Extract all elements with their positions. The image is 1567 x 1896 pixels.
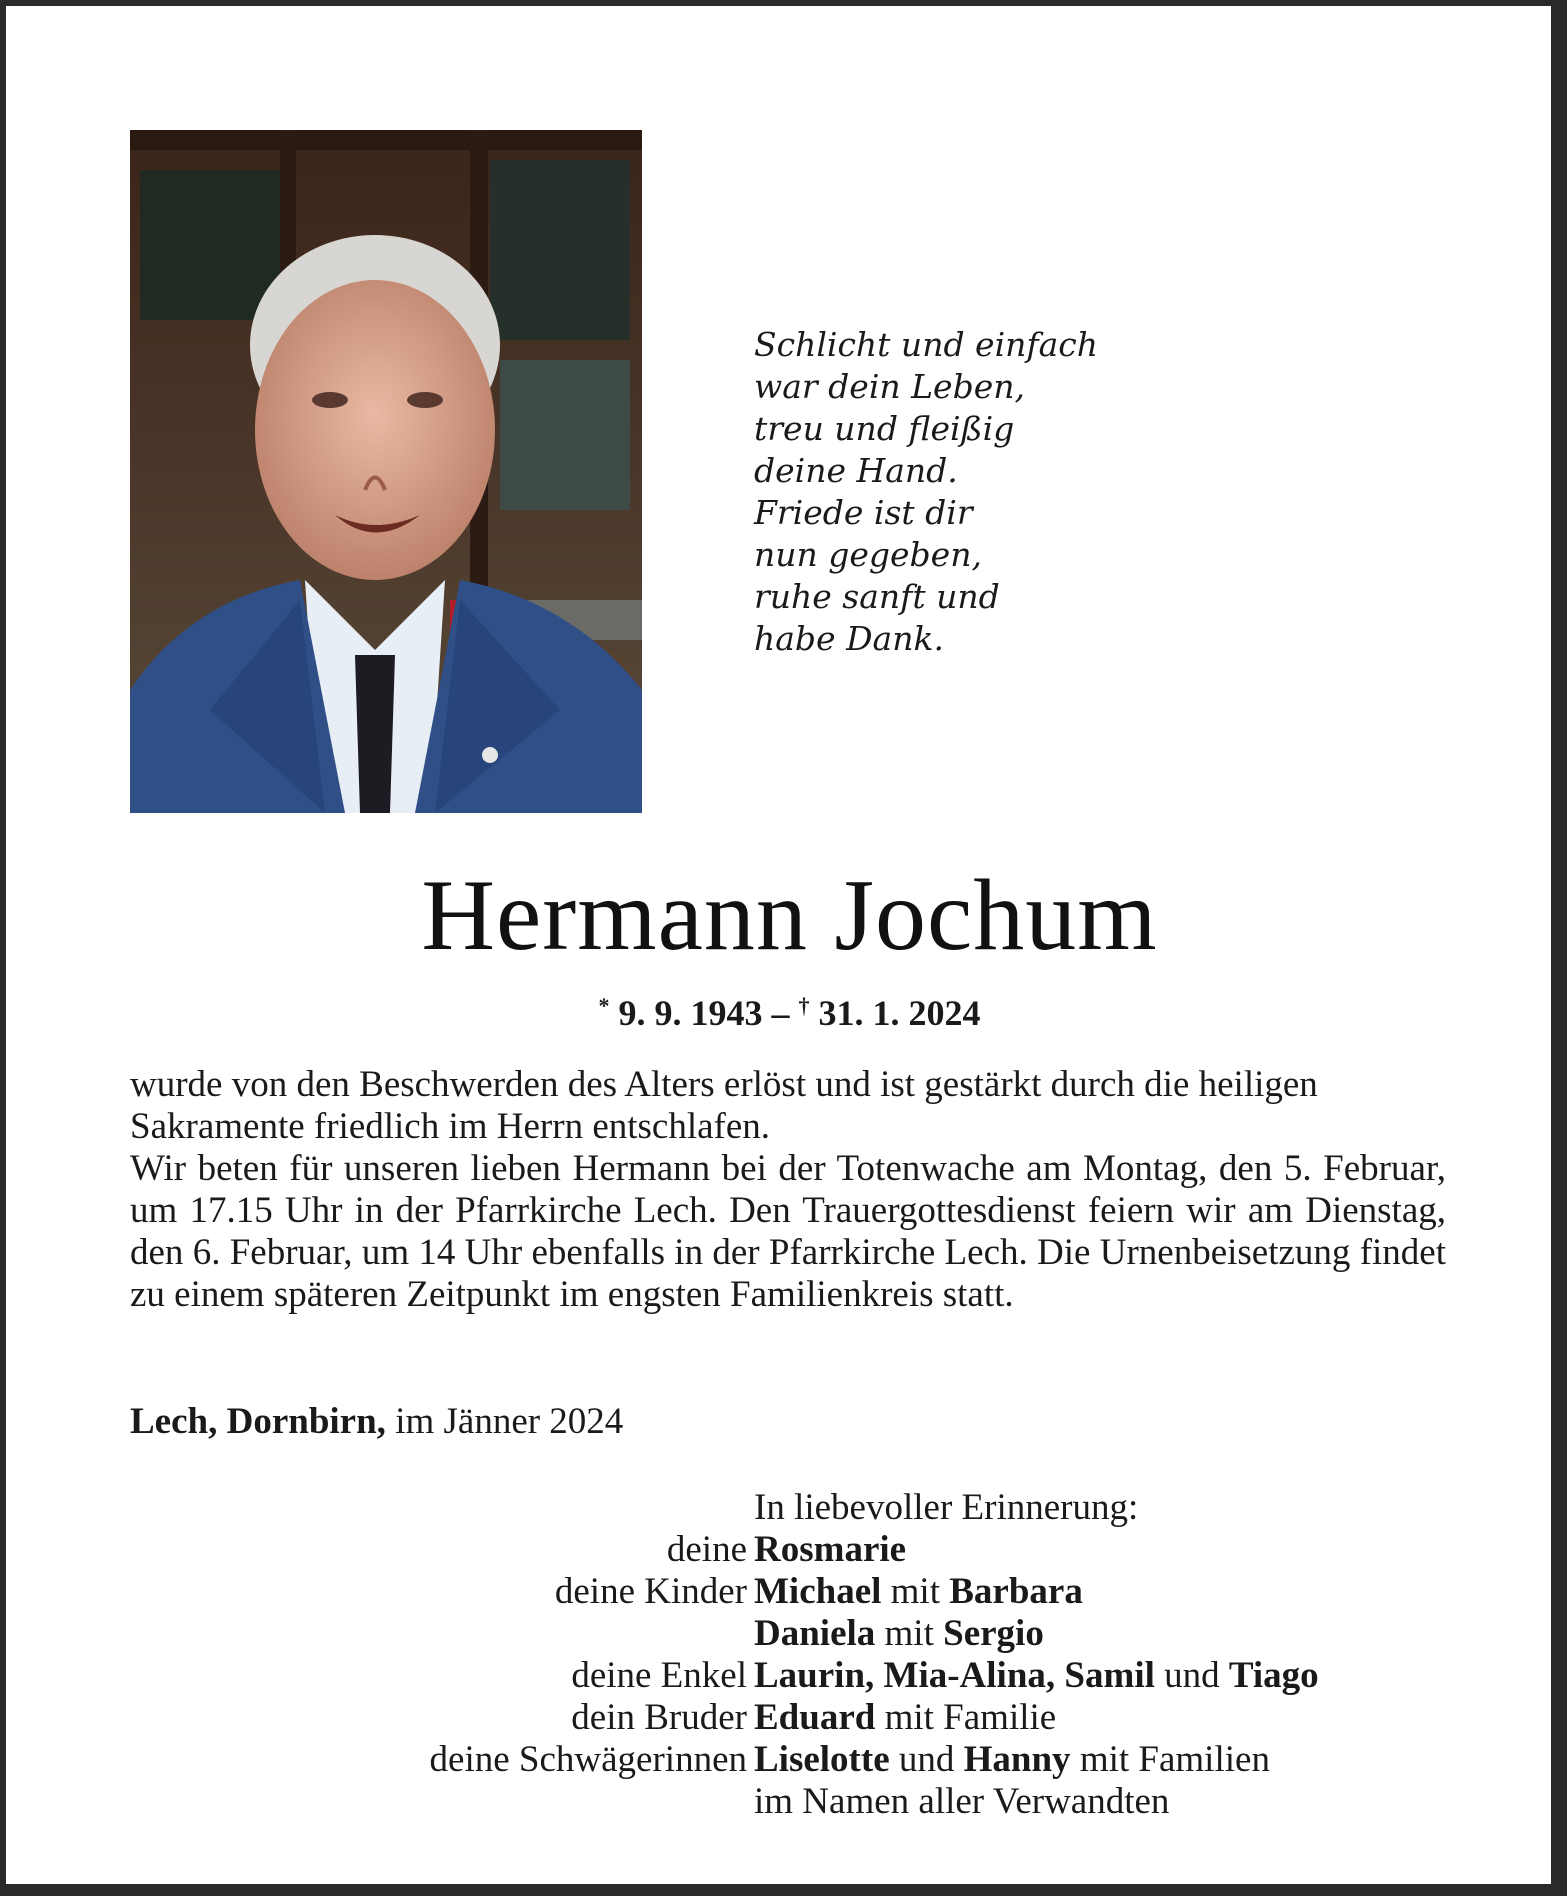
mourner-names xyxy=(754,1739,1270,1781)
mourner-row xyxy=(6,1781,1567,1823)
mourner-closing: im Namen aller Verwandten xyxy=(754,1781,1170,1822)
poem-line: Friede ist dir xyxy=(754,493,973,532)
death-symbol: † xyxy=(798,993,810,1018)
announcement-text xyxy=(130,1064,1446,1316)
mourner-row xyxy=(6,1613,1567,1655)
mourner-row xyxy=(6,1529,1567,1571)
mourner-name: Laurin, Mia-Alina, Samil xyxy=(754,1655,1155,1696)
mourner-relation: deine xyxy=(666,1529,747,1570)
deceased-name: Hermann Jochum xyxy=(421,859,1158,972)
mourner-name: Eduard xyxy=(754,1697,876,1738)
memory-heading: In liebevoller Erinnerung: xyxy=(754,1487,1139,1528)
poem-line: treu und fleißig xyxy=(754,409,1015,448)
poem-line: war dein Leben, xyxy=(754,367,1025,406)
mourner-relation: dein Bruder xyxy=(571,1697,747,1738)
mourner-names xyxy=(754,1697,1056,1739)
mourner-connector: mit Familien xyxy=(1070,1739,1270,1780)
place-date: im Jänner 2024 xyxy=(385,1401,624,1442)
birth-symbol: * xyxy=(598,993,610,1018)
mourner-names xyxy=(754,1529,906,1571)
announcement-intro: wurde von den Beschwerden des Alters erlöst und ist gestärkt durch die heiligen Sakramente friedlich im Herrn entschlafen. xyxy=(130,1064,1318,1147)
mourner-name: Barbara xyxy=(949,1571,1083,1612)
mourner-relation: deine Schwägerinnen xyxy=(429,1739,747,1780)
mourner-name: Liselotte xyxy=(754,1739,890,1780)
funeral-service-details: Wir beten für unseren lieben Hermann bei der Totenwache am Montag, den 5. Februar, um 17.15 Uhr in der Pfarrkirche Lech. Den Trauergottesdienst feiern wir am Dienstag, den 6. Februar, um 14 Uhr ebenfalls in der Pfarrkirche Lech. Die Urnenbeisetzung findet zu einem späteren Zeitpunkt im engsten Familienkreis statt. xyxy=(130,1148,1446,1315)
portrait-photo xyxy=(130,130,642,813)
poem-line: nun gegeben, xyxy=(754,535,982,574)
portrait-image xyxy=(130,130,642,813)
memorial-poem xyxy=(754,324,1098,660)
mourner-names xyxy=(754,1571,1083,1613)
mourners-list xyxy=(6,1529,1567,1823)
mourner-connector: und xyxy=(889,1739,964,1780)
poem-line: ruhe sanft und xyxy=(754,577,1000,616)
mourner-name: Hanny xyxy=(963,1739,1071,1780)
poem-line: habe Dank. xyxy=(754,619,944,658)
poem-line: deine Hand. xyxy=(754,451,958,490)
birth-date: 9. 9. 1943 xyxy=(618,993,763,1033)
mourner-row xyxy=(6,1571,1567,1613)
mourner-connector: und xyxy=(1154,1655,1229,1696)
mourner-name: Sergio xyxy=(943,1613,1044,1654)
mourner-name: Michael xyxy=(754,1571,882,1612)
mourner-row xyxy=(6,1655,1567,1697)
mourner-names xyxy=(754,1655,1319,1697)
mourner-name: Daniela xyxy=(754,1613,876,1654)
mourner-row xyxy=(6,1697,1567,1739)
poem-line: Schlicht und einfach xyxy=(754,325,1099,364)
mourner-names xyxy=(754,1613,1044,1655)
place-and-date xyxy=(130,1401,623,1443)
mourner-names xyxy=(754,1781,1169,1823)
mourner-name: Rosmarie xyxy=(754,1529,907,1570)
mourner-name: Tiago xyxy=(1228,1655,1319,1696)
mourner-connector: mit xyxy=(881,1571,950,1612)
mourner-connector: mit xyxy=(875,1613,944,1654)
obituary-page xyxy=(6,6,1551,1884)
mourner-relation: deine Kinder xyxy=(554,1571,747,1612)
date-separator: – xyxy=(762,993,799,1033)
life-dates xyxy=(6,984,1567,1035)
death-date: 31. 1. 2024 xyxy=(818,993,981,1033)
mourner-row xyxy=(6,1739,1567,1781)
place-towns: Lech, Dornbirn, xyxy=(130,1401,386,1442)
mourner-connector: mit Familie xyxy=(875,1697,1057,1738)
mourner-relation: deine Enkel xyxy=(571,1655,747,1696)
